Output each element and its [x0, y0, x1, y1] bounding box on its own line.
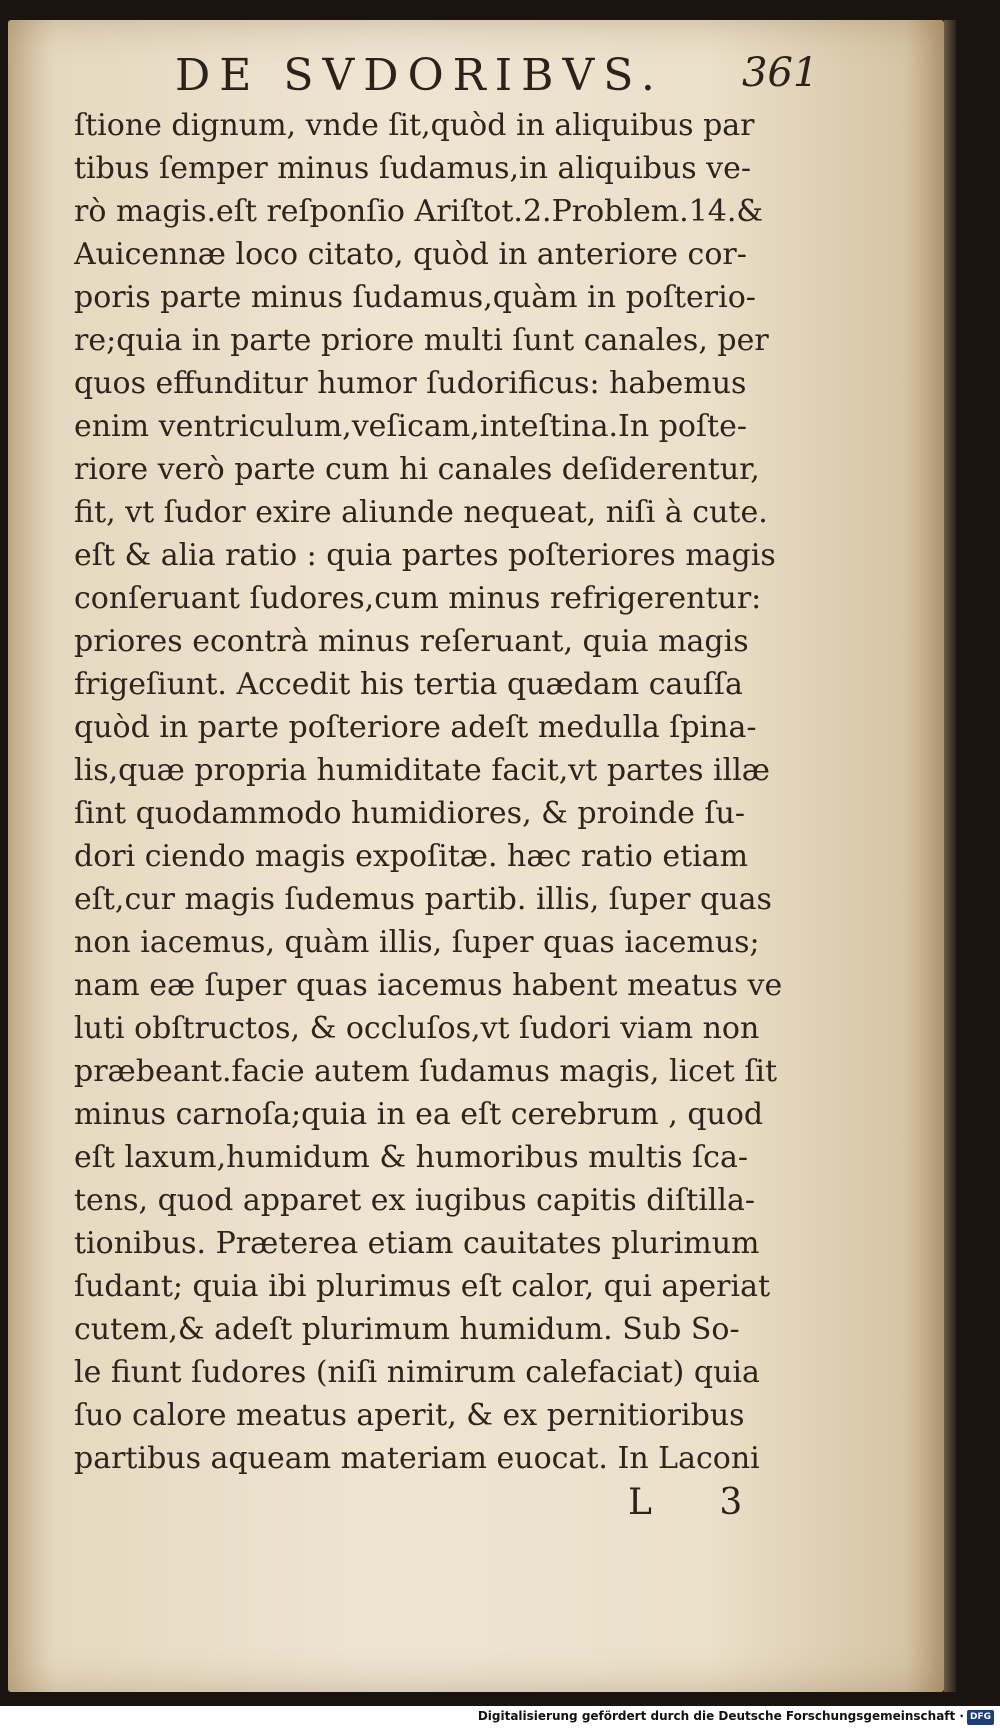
text-line: re;quia in parte priore multi ſunt canales, per: [74, 323, 769, 358]
text-line: conſeruant ſudores,cum minus refrigerentur:: [74, 581, 762, 616]
text-line: poris parte minus ſudamus,quàm in poſterio-: [74, 280, 756, 315]
text-line: priores econtrà minus reſeruant, quia magis: [74, 624, 749, 659]
text-line: quòd in parte poſteriore adeſt medulla ſpina-: [74, 710, 757, 745]
text-line: fit, vt ſudor exire aliunde nequeat, niſi à cute.: [74, 495, 768, 530]
text-line: le fiunt ſudores (niſi nimirum calefaciat) quia: [74, 1355, 760, 1390]
funding-credit: Digitalisierung gefördert durch die Deutsche Forschungsgemeinschaft ·: [477, 1709, 964, 1723]
text-line: lis,quæ propria humiditate facit,vt partes illæ: [74, 753, 770, 788]
dfg-logo: DFG: [967, 1710, 994, 1725]
text-line: cutem,& adeſt plurimum humidum. Sub So-: [74, 1312, 740, 1347]
running-head: DE SVDORIBVS.: [175, 50, 664, 101]
text-line: præbeant.facie autem ſudamus magis, licet ſit: [74, 1054, 778, 1089]
text-line: enim ventriculum,veſicam,inteſtina.In poſte-: [74, 409, 748, 444]
text-line: dori ciendo magis expoſitæ. hæc ratio etiam: [74, 839, 749, 874]
text-line: tens, quod apparet ex iugibus capitis diſtilla-: [74, 1183, 756, 1218]
body-text: [74, 104, 834, 1480]
text-line: ſuo calore meatus aperit, & ex pernitioribus: [74, 1398, 745, 1433]
text-line: partibus aqueam materiam euocat. In Laconi: [74, 1441, 760, 1476]
text-line: riore verò parte cum hi canales deſiderentur,: [74, 452, 760, 487]
text-line: quos effunditur humor ſudorificus: habemus: [74, 366, 747, 401]
text-line: eſt laxum,humidum & humoribus multis ſca-: [74, 1140, 749, 1175]
text-line: minus carnoſa;quia in ea eſt cerebrum , quod: [74, 1097, 764, 1132]
text-line: non iacemus, quàm illis, ſuper quas iacemus;: [74, 925, 760, 960]
page-edge: [944, 20, 956, 1692]
text-line: nam eæ ſuper quas iacemus habent meatus ve: [74, 968, 783, 1003]
text-line: eſt,cur magis ſudemus partib. illis, ſuper quas: [74, 882, 772, 917]
catchword-signature: L 3: [628, 1482, 771, 1523]
text-line: tibus ſemper minus ſudamus,in aliquibus ve-: [74, 151, 752, 186]
text-line: ſudant; quia ibi plurimus eſt calor, qui aperiat: [74, 1269, 771, 1304]
footer-bar: [0, 1706, 1000, 1730]
text-line: luti obſtructos, & occluſos,vt ſudori viam non: [74, 1011, 760, 1046]
text-line: tionibus. Præterea etiam cauitates plurimum: [74, 1226, 760, 1261]
page-number: 361: [742, 50, 819, 96]
text-line: Auicennæ loco citato, quòd in anteriore cor-: [74, 237, 747, 272]
text-line: ſint quodammodo humidiores, & proinde ſu-: [74, 796, 745, 831]
text-line: frigeſiunt. Accedit his tertia quædam cauſſa: [74, 667, 743, 702]
text-line: eſt & alia ratio : quia partes poſteriores magis: [74, 538, 776, 573]
text-line: ſtione dignum, vnde ſit,quòd in aliquibus par: [74, 108, 755, 143]
text-line: rò magis.eſt reſponſio Ariſtot.2.Problem.14.&: [74, 194, 764, 229]
